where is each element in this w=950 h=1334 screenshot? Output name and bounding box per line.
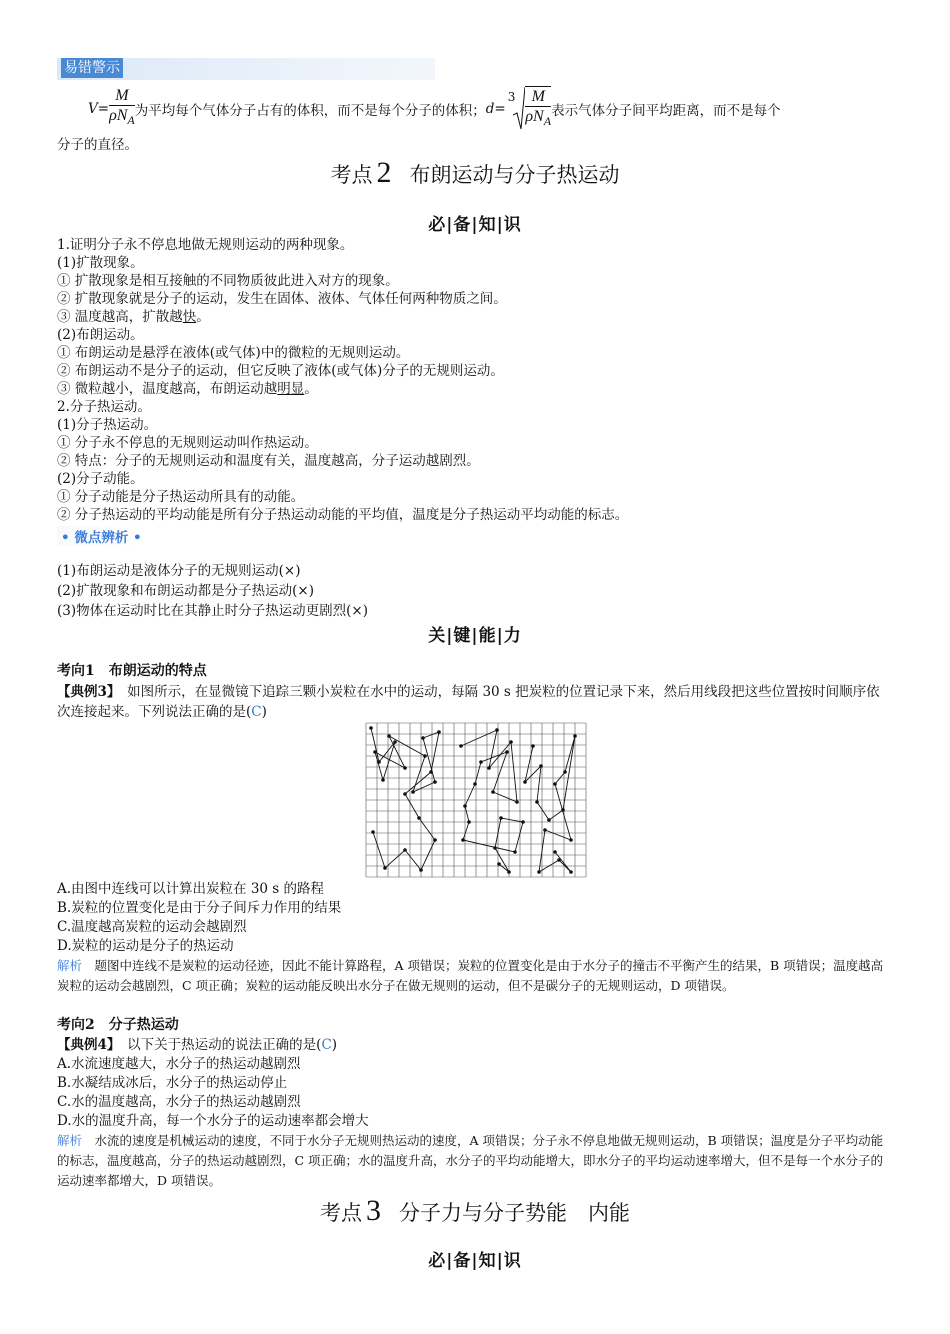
brownian-motion-figure [365, 722, 587, 878]
particle-position-dot [537, 870, 541, 874]
particle-position-dot [369, 726, 373, 730]
direction-1-title: 考向1 布朗运动的特点 [57, 663, 207, 679]
section-2-ability-title: 关|键|能|力 [428, 626, 522, 646]
example-3-analysis: 解析 题图中连线不是炭粒的运动径迹，因此不能计算路程，A 项错误；炭粒的位置变化是由于水分子的撞击不平衡产生的结果，B 项错误；温度越高炭粒的运动会越剧烈，C 项正确；炭粒的运动能反映出水分子在做无规则的运动，但不是碳分子的无规则运动，D 项错误。 [57, 958, 884, 993]
warning-label: 易错警示 [61, 58, 123, 78]
particle-position-dot [403, 792, 407, 796]
section-2-knowledge-title: 必|备|知|识 [428, 215, 522, 235]
knowledge-line-16: ② 分子热运动的平均动能是所有分子热运动动能的平均值，温度是分子热运动平均动能的标志。 [57, 507, 629, 523]
example-4-stem: 【典例4】 以下关于热运动的说法正确的是(C) [57, 1037, 338, 1053]
particle-position-dot [515, 800, 519, 804]
section-2-title: 考点 2 布朗运动与分子热运动 [330, 156, 620, 189]
particle-position-dot [523, 780, 527, 784]
warning-text-3: 分子的直径。 [57, 137, 138, 153]
particle-position-dot [433, 780, 437, 784]
knowledge-line-12: ① 分子永不停息的无规则运动叫作热运动。 [57, 435, 318, 451]
particle-position-dot [493, 846, 497, 850]
particle-path-3 [525, 736, 575, 872]
direction-2-title: 考向2 分子热运动 [57, 1017, 179, 1033]
particle-position-dot [539, 764, 543, 768]
example-3-option-d: D.炭粒的运动是分子的热运动 [57, 938, 234, 954]
particle-position-dot [459, 744, 463, 748]
example-3-option-c: C.温度越高炭粒的运动会越剧烈 [57, 919, 247, 935]
particle-position-dot [487, 766, 491, 770]
particle-position-dot [403, 848, 407, 852]
particle-position-dot [507, 870, 511, 874]
knowledge-line-7: ① 布朗运动是悬浮在液体(或气体)中的微粒的无规则运动。 [57, 345, 410, 361]
formula-v-lhs: V= [88, 101, 110, 117]
example-4-analysis: 解析 水流的速度是机械运动的速度，不同于水分子无规则热运动的速度，A 项错误；分子永不停息地做无规则运动，B 项错误；温度是分子平均动能的标志，温度越高，分子的热运动越剧烈，C 项正确；水的温度升高，水分子的平均动能增大，即水分子的平均运动速率增大，但不是每一个水分子的运动速率都增大，D 项错误。 [57, 1133, 884, 1188]
warning-text-1: 为平均每个气体分子占有的体积，而不是每个分子的体积； [134, 103, 486, 119]
knowledge-line-15: ① 分子动能是分子热运动所具有的动能。 [57, 489, 305, 505]
particle-position-dot [479, 760, 483, 764]
example-4-option-c: C.水的温度越高，水分子的热运动越剧烈 [57, 1094, 301, 1110]
particle-position-dot [557, 858, 561, 862]
particle-path-2 [461, 730, 523, 872]
section-3-knowledge-title: 必|备|知|识 [428, 1251, 522, 1271]
analysis-label: 解析 [57, 1133, 83, 1148]
particle-position-dot [437, 730, 441, 734]
particle-position-dot [381, 778, 385, 782]
example-3-answer: C [251, 704, 262, 720]
knowledge-line-8: ② 布朗运动不是分子的运动，但它反映了液体(或气体)分子的无规则运动。 [57, 363, 504, 379]
particle-position-dot [495, 728, 499, 732]
particle-position-dot [569, 870, 573, 874]
particle-position-dot [531, 744, 535, 748]
section-3-title: 考点 3 分子力与分子势能 内能 [320, 1194, 630, 1227]
particle-position-dot [373, 750, 377, 754]
particle-position-dot [563, 770, 567, 774]
warning-text-2: 表示气体分子间平均距离，而不是每个 [551, 103, 781, 119]
particle-position-dot [429, 770, 433, 774]
particle-position-dot [393, 740, 397, 744]
knowledge-line-10: 2.分子热运动。 [57, 399, 151, 415]
particle-position-dot [383, 866, 387, 870]
knowledge-line-14: (2)分子动能。 [57, 471, 144, 487]
particle-position-dot [513, 850, 517, 854]
particle-position-dot [491, 790, 495, 794]
particle-position-dot [573, 734, 577, 738]
particle-position-dot [521, 820, 525, 824]
analysis-label: 解析 [57, 958, 83, 973]
knowledge-line-9: ③ 微粒越小，温度越高，布朗运动越明显。 [57, 381, 318, 397]
particle-position-dot [535, 800, 539, 804]
particle-position-dot [419, 868, 423, 872]
knowledge-line-3: ① 扩散现象是相互接触的不同物质彼此进入对方的现象。 [57, 273, 399, 289]
tip-item-3: (3)物体在运动时比在其静止时分子热运动更剧烈(×) [57, 603, 368, 619]
particle-position-dot [547, 818, 551, 822]
knowledge-line-6: (2)布朗运动。 [57, 327, 144, 343]
warning-formula-line [88, 86, 781, 132]
particle-position-dot [417, 816, 421, 820]
particle-position-dot [371, 830, 375, 834]
particle-position-dot [543, 828, 547, 832]
cube-root-formula: $^3$ $\frac{M}{\rho N_A}$ [506, 86, 551, 131]
particle-position-dot [473, 782, 477, 786]
particle-position-dot [505, 750, 509, 754]
knowledge-line-11: (1)分子热运动。 [57, 417, 158, 433]
example-4-option-d: D.水的温度升高，每一个水分子的运动速率都会增大 [57, 1113, 369, 1129]
example-3-option-a: A.由图中连线可以计算出炭粒在 30 s 的路程 [57, 881, 325, 897]
blank-answer-1: 快 [182, 309, 197, 325]
particle-position-dot [433, 838, 437, 842]
particle-position-dot [423, 754, 427, 758]
particle-position-dot [387, 734, 391, 738]
particle-position-dot [553, 850, 557, 854]
particle-position-dot [561, 808, 565, 812]
example-3-stem: 【典例3】 如图所示，在显微镜下追踪三颗小炭粒在水中的运动，每隔 30 s 把炭粒的位置记录下来，然后用线段把这些位置按时间顺序依次连接起来。下列说法正确的是(C) [57, 684, 880, 720]
particle-position-dot [461, 838, 465, 842]
particle-position-dot [403, 766, 407, 770]
knowledge-line-2: (1)扩散现象。 [57, 255, 144, 271]
formula-d-lhs: d= [485, 101, 506, 117]
blank-answer-2: 明显 [277, 381, 305, 397]
example-4-answer: C [321, 1037, 332, 1053]
tip-item-2: (2)扩散现象和布朗运动都是分子热运动(×) [57, 583, 314, 599]
formula-fraction-v: $\frac{M}{\rho N_A}$ [109, 87, 135, 128]
particle-position-dot [421, 736, 425, 740]
particle-position-dot [467, 820, 471, 824]
tip-title: • 微点辨析 • [57, 526, 146, 546]
particle-position-dot [411, 790, 415, 794]
particle-position-dot [569, 838, 573, 842]
knowledge-line-13: ② 特点：分子的无规则运动和温度有关，温度越高，分子运动越剧烈。 [57, 453, 480, 469]
particle-position-dot [463, 804, 467, 808]
knowledge-line-4: ② 扩散现象就是分子的运动，发生在固体、液体、气体任何两种物质之间。 [57, 291, 507, 307]
knowledge-line-1: 1.证明分子永不停息地做无规则运动的两种现象。 [57, 237, 354, 253]
knowledge-line-5: ③ 温度越高，扩散越快。 [57, 309, 210, 325]
particle-position-dot [509, 740, 513, 744]
example-3-option-b: B.炭粒的位置变化是由于分子间斥力作用的结果 [57, 900, 342, 916]
tip-item-1: (1)布朗运动是液体分子的无规则运动(×) [57, 563, 301, 579]
particle-position-dot [497, 862, 501, 866]
particle-position-dot [499, 816, 503, 820]
example-4-option-b: B.水凝结成冰后，水分子的热运动停止 [57, 1075, 288, 1091]
example-4-option-a: A.水流速度越大，水分子的热运动越剧烈 [57, 1056, 301, 1072]
particle-position-dot [377, 760, 381, 764]
particle-position-dot [553, 782, 557, 786]
